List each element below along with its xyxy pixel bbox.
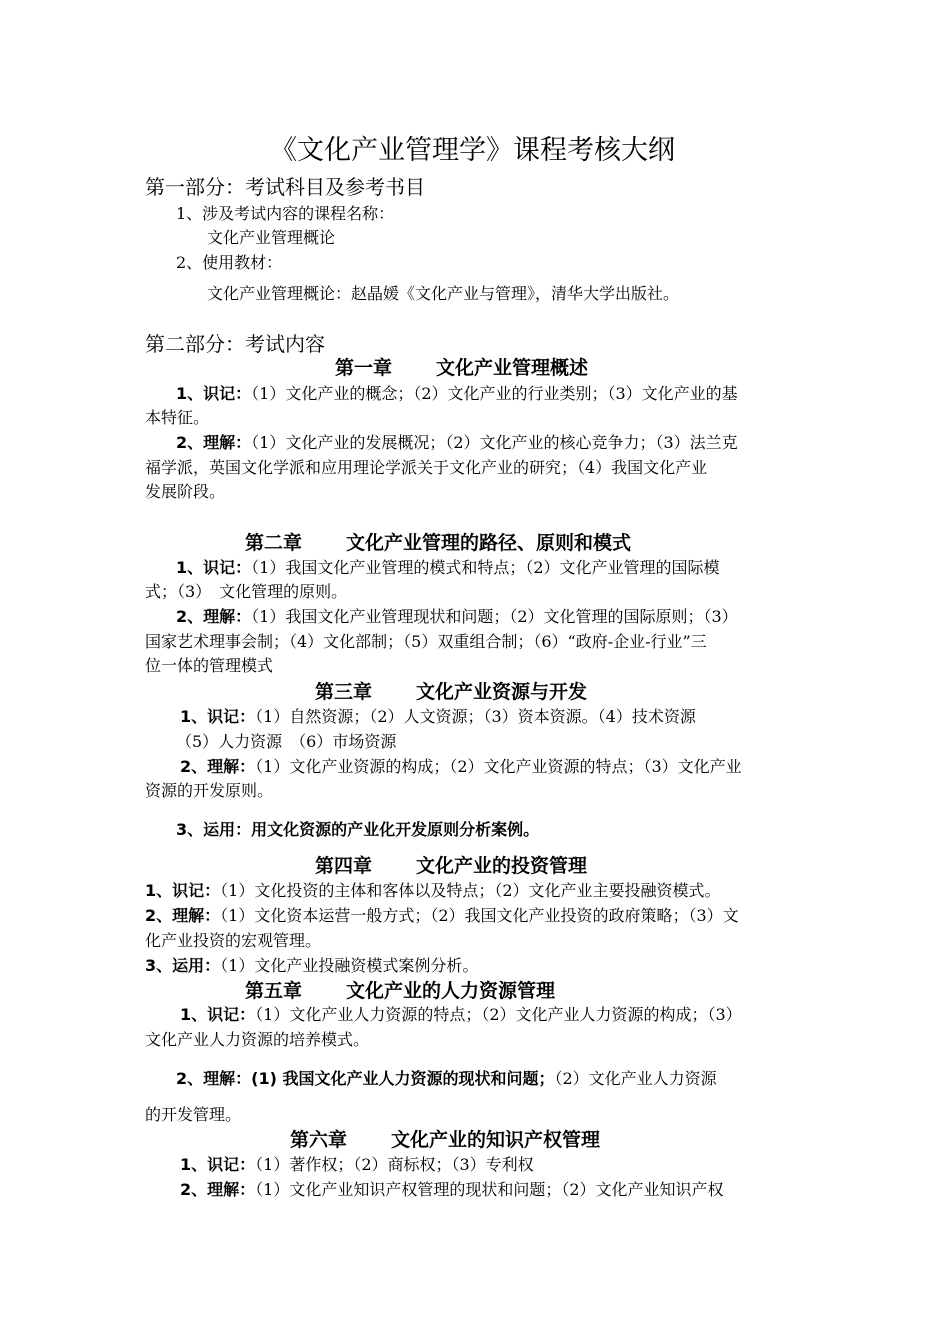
ch5-memorize-text: （1）文化产业人力资源的特点；（2）文化产业人力资源的构成；（3） — [255, 1005, 742, 1024]
chapter-6-number: 第六章 — [290, 1129, 348, 1151]
part1-item1-value: 文化产业管理概论 — [207, 228, 336, 247]
chapter-1-name: 文化产业管理概述 — [436, 357, 589, 379]
ch3-memorize-label: 1、识记： — [180, 707, 256, 726]
chapter-4-number: 第四章 — [315, 855, 373, 877]
ch1-understand-line1 — [176, 431, 738, 455]
chapter-4-name: 文化产业的投资管理 — [416, 855, 588, 877]
ch5-memorize-line2: 文化产业人力资源的培养模式。 — [145, 1030, 370, 1049]
ch5-understand-line1 — [176, 1067, 717, 1091]
ch3-apply-line1 — [176, 818, 539, 842]
part1-item2-value: 文化产业管理概论：赵晶媛《文化产业与管理》，清华大学出版社。 — [207, 284, 680, 303]
ch1-understand-line2: 福学派，英国文化学派和应用理论学派关于文化产业的研究；（4）我国文化产业 — [145, 458, 708, 477]
ch3-apply-text: 用文化资源的产业化开发原则分析案例。 — [251, 820, 540, 839]
ch2-memorize-line2: 式；（3） 文化管理的原则。 — [145, 582, 348, 601]
ch6-memorize-text: （1）著作权；（2）商标权；（3）专利权 — [255, 1155, 534, 1174]
ch5-understand-label: 2、理解： — [176, 1069, 252, 1088]
chapter-4-heading — [315, 853, 587, 879]
ch3-understand-label: 2、理解： — [180, 757, 256, 776]
ch4-understand-label: 2、理解： — [145, 906, 221, 925]
ch5-memorize-label: 1、识记： — [180, 1005, 256, 1024]
ch3-memorize-text: （1）自然资源；（2）人文资源；（3）资本资源。（4）技术资源 — [255, 707, 696, 726]
chapter-1-number: 第一章 — [335, 357, 393, 379]
ch2-memorize-label: 1、识记： — [176, 558, 252, 577]
ch1-memorize-text: （1）文化产业的概念；（2）文化产业的行业类别；（3）文化产业的基 — [251, 384, 738, 403]
ch6-understand-line1 — [180, 1178, 724, 1202]
chapter-3-number: 第三章 — [315, 681, 373, 703]
ch2-understand-line3: 位一体的管理模式 — [145, 656, 274, 675]
ch1-understand-label: 2、理解： — [176, 433, 252, 452]
ch6-understand-text: （1）文化产业知识产权管理的现状和问题；（2）文化产业知识产权 — [255, 1180, 724, 1199]
document-title: 《文化产业管理学》课程考核大纲 — [270, 135, 675, 166]
ch3-understand-line1 — [180, 755, 742, 779]
ch5-understand-text: （2）文化产业人力资源 — [554, 1069, 717, 1088]
ch1-memorize-label: 1、识记： — [176, 384, 252, 403]
ch3-apply-label: 3、运用： — [176, 820, 252, 839]
ch4-apply-text: （1）文化产业投融资模式案例分析。 — [220, 956, 479, 975]
ch2-understand-line1 — [176, 605, 738, 629]
ch2-memorize-line1 — [176, 556, 720, 580]
ch4-memorize-line1 — [145, 879, 721, 903]
ch3-memorize-line2: （5）人力资源 （6）市场资源 — [176, 732, 397, 751]
ch4-memorize-label: 1、识记： — [145, 881, 221, 900]
ch6-understand-label: 2、理解： — [180, 1180, 256, 1199]
ch2-understand-line2: 国家艺术理事会制；（4）文化部制；（5）双重组合制；（6）“政府-企业-行业”三 — [145, 632, 707, 651]
chapter-5-heading — [245, 978, 555, 1004]
ch1-memorize-line2: 本特征。 — [145, 408, 210, 427]
ch3-understand-line2: 资源的开发原则。 — [145, 781, 274, 800]
ch2-understand-text: （1）我国文化产业管理现状和问题；（2）文化管理的国际原则；（3） — [251, 607, 738, 626]
ch4-apply-label: 3、运用： — [145, 956, 221, 975]
chapter-6-heading — [290, 1127, 600, 1153]
ch4-understand-line2: 化产业投资的宏观管理。 — [145, 931, 322, 950]
ch4-understand-line1 — [145, 904, 739, 928]
ch1-understand-line3: 发展阶段。 — [145, 482, 226, 501]
ch6-memorize-label: 1、识记： — [180, 1155, 256, 1174]
part1-item2-label: 2、使用教材： — [176, 253, 283, 272]
chapter-2-number: 第二章 — [245, 532, 303, 554]
chapter-5-name: 文化产业的人力资源管理 — [346, 980, 556, 1002]
ch4-understand-text: （1）文化资本运营一般方式；（2）我国文化产业投资的政府策略；（3）文 — [220, 906, 739, 925]
chapter-3-heading — [315, 679, 587, 705]
chapter-3-name: 文化产业资源与开发 — [416, 681, 588, 703]
ch1-memorize-line1 — [176, 382, 738, 406]
part1-item1-label: 1、涉及考试内容的课程名称： — [176, 204, 395, 223]
part2-heading: 第二部分：考试内容 — [145, 332, 325, 356]
ch1-understand-text: （1）文化产业的发展概况；（2）文化产业的核心竞争力；（3）法兰克 — [251, 433, 738, 452]
ch3-memorize-line1 — [180, 705, 696, 729]
ch4-apply-line1 — [145, 954, 478, 978]
ch5-memorize-line1 — [180, 1003, 742, 1027]
chapter-1-heading — [335, 355, 588, 381]
chapter-6-name: 文化产业的知识产权管理 — [391, 1129, 601, 1151]
ch2-understand-label: 2、理解： — [176, 607, 252, 626]
ch3-understand-text: （1）文化产业资源的构成；（2）文化产业资源的特点；（3）文化产业 — [255, 757, 742, 776]
chapter-2-heading — [245, 530, 631, 556]
chapter-5-number: 第五章 — [245, 980, 303, 1002]
part1-heading: 第一部分：考试科目及参考书目 — [145, 175, 425, 199]
ch4-memorize-text: （1）文化投资的主体和客体以及特点；（2）文化产业主要投融资模式。 — [220, 881, 721, 900]
ch2-memorize-text: （1）我国文化产业管理的模式和特点；（2）文化产业管理的国际模 — [251, 558, 720, 577]
ch6-memorize-line1 — [180, 1153, 534, 1177]
ch5-understand-text-bold: (1) 我国文化产业人力资源的现状和问题； — [251, 1069, 555, 1088]
ch5-understand-line2: 的开发管理。 — [145, 1105, 242, 1124]
chapter-2-name: 文化产业管理的路径、原则和模式 — [346, 532, 632, 554]
